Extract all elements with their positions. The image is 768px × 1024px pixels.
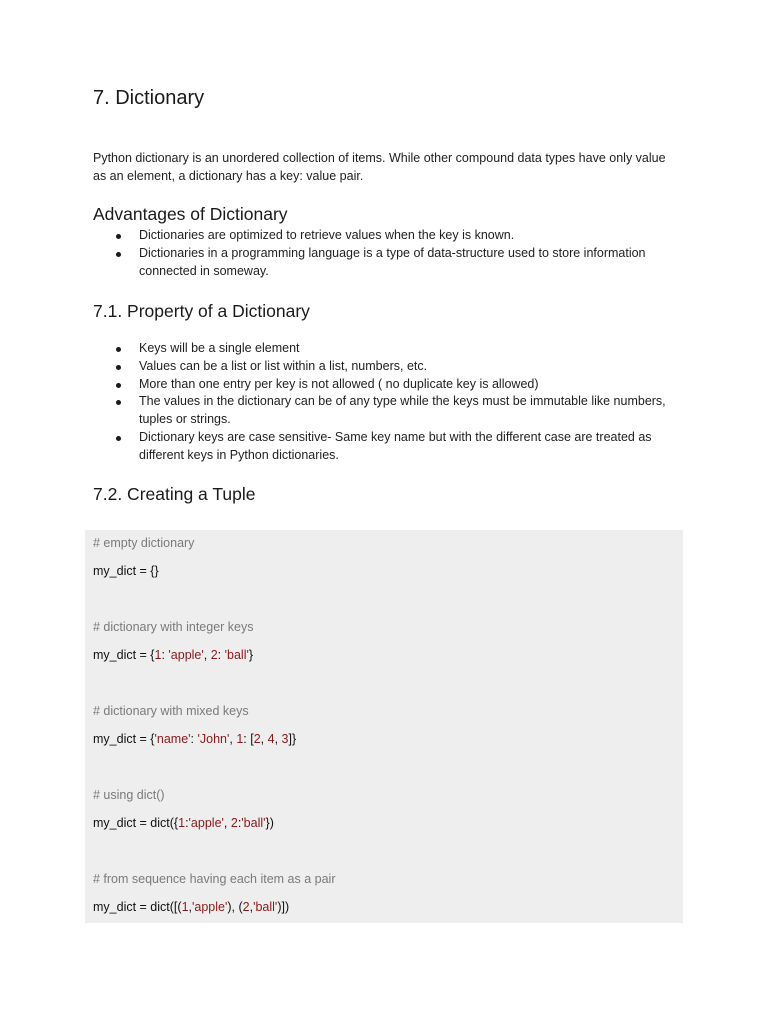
property-heading: 7.1. Property of a Dictionary [93, 301, 310, 321]
code-comment: # dictionary with integer keys [93, 620, 254, 634]
list-item: The values in the dictionary can be of any type while the keys must be immutable like numbers, tuples or strings. [93, 393, 668, 429]
code-comment: # empty dictionary [93, 536, 195, 550]
code-line: my_dict = {'name': 'John', 1: [2, 4, 3]} [93, 732, 297, 746]
code-line: my_dict = dict([(1,'apple'), (2,'ball')]) [93, 900, 290, 914]
page-title: 7. Dictionary [93, 87, 205, 109]
code-comment: # from sequence having each item as a pair [93, 872, 336, 886]
intro-paragraph: Python dictionary is an unordered collection of items. While other compound data types have only value as an element, a dictionary has a key: value pair. [93, 151, 666, 183]
list-item: Dictionaries are optimized to retrieve values when the key is known. [93, 227, 668, 245]
list-item: Dictionary keys are case sensitive- Same key name but with the different case are treated as different keys in Python dictionaries. [93, 429, 668, 465]
advantages-heading: Advantages of Dictionary [93, 204, 288, 224]
property-list [93, 340, 668, 465]
code-block [85, 530, 683, 923]
code-line: my_dict = {1: 'apple', 2: 'ball'} [93, 648, 254, 662]
code-comment: # dictionary with mixed keys [93, 704, 249, 718]
advantages-list [93, 227, 668, 280]
list-item: Values can be a list or list within a list, numbers, etc. [93, 358, 668, 376]
code-comment: # using dict() [93, 788, 165, 802]
list-item: More than one entry per key is not allowed ( no duplicate key is allowed) [93, 376, 668, 394]
code-line: my_dict = dict({1:'apple', 2:'ball'}) [93, 816, 274, 830]
list-item: Keys will be a single element [93, 340, 668, 358]
list-item: Dictionaries in a programming language is a type of data-structure used to store information connected in someway. [93, 245, 668, 281]
code-line: my_dict = {} [93, 564, 159, 578]
creating-heading: 7.2. Creating a Tuple [93, 484, 256, 504]
